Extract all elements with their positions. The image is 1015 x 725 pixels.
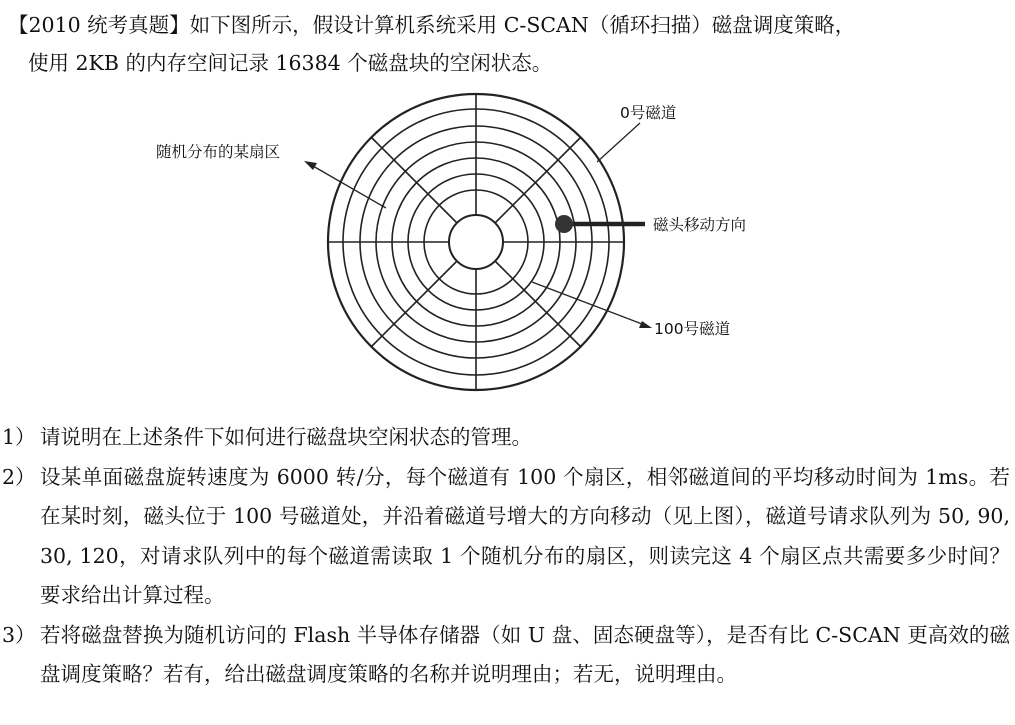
- sector-divider: [371, 261, 457, 347]
- arrow-sector: [304, 161, 386, 208]
- question-number: 3）: [2, 622, 36, 647]
- label-random-sector: 随机分布的某扇区: [156, 143, 281, 161]
- intro-line-2: 使用 2KB 的内存空间记录 16384 个磁盘块的空闲状态。: [28, 51, 553, 75]
- question-item: [0, 616, 1010, 695]
- question-number: 1）: [2, 425, 36, 449]
- label-track-100: 100号磁道: [654, 320, 731, 338]
- intro-line-1: 【2010 统考真题】如下图所示，假设计算机系统采用 C-SCAN（循环扫描）磁盘调度策略，: [8, 13, 856, 37]
- disk-diagram: [150, 82, 810, 392]
- sector-dividers: [328, 94, 624, 390]
- disk-head: [555, 215, 645, 233]
- arrow-track100: [532, 282, 652, 328]
- question-text: 请说明在上述条件下如何进行磁盘块空闲状态的管理。: [40, 425, 532, 449]
- question-list: [0, 418, 1010, 695]
- label-head-direction: 磁头移动方向: [653, 216, 747, 234]
- question-number: 2）: [2, 464, 36, 489]
- problem-intro: [8, 6, 1008, 82]
- question-item: [0, 458, 1010, 616]
- leader-track0: [597, 123, 640, 162]
- sector-divider: [371, 137, 457, 223]
- head-dot: [555, 215, 573, 233]
- question-text: 设某单面磁盘旋转速度为 6000 转/分，每个磁道有 100 个扇区，相邻磁道间的平均移动时间为 1ms。若在某时刻，磁头位于 100 号磁道处，并沿着磁道号增大的方向移动（见上图），磁道号请求队列为 50, 90, 30, 120，对请求队列中的每个磁道需读取 1 个随机分布的扇区，则读完这 4 个扇区点共需要多少时间？要求给出计算过程。: [40, 464, 1010, 607]
- sector-divider: [495, 261, 581, 347]
- disk-diagram-svg: [150, 82, 810, 392]
- spindle-hole: [449, 215, 503, 269]
- sector-divider: [495, 137, 581, 223]
- label-track-0: 0号磁道: [620, 104, 677, 122]
- question-item: [0, 418, 1010, 458]
- question-text: 若将磁盘替换为随机访问的 Flash 半导体存储器（如 U 盘、固态硬盘等），是否有比 C-SCAN 更高效的磁盘调度策略？若有，给出磁盘调度策略的名称并说明理由；若无，说明理由。: [40, 622, 1010, 686]
